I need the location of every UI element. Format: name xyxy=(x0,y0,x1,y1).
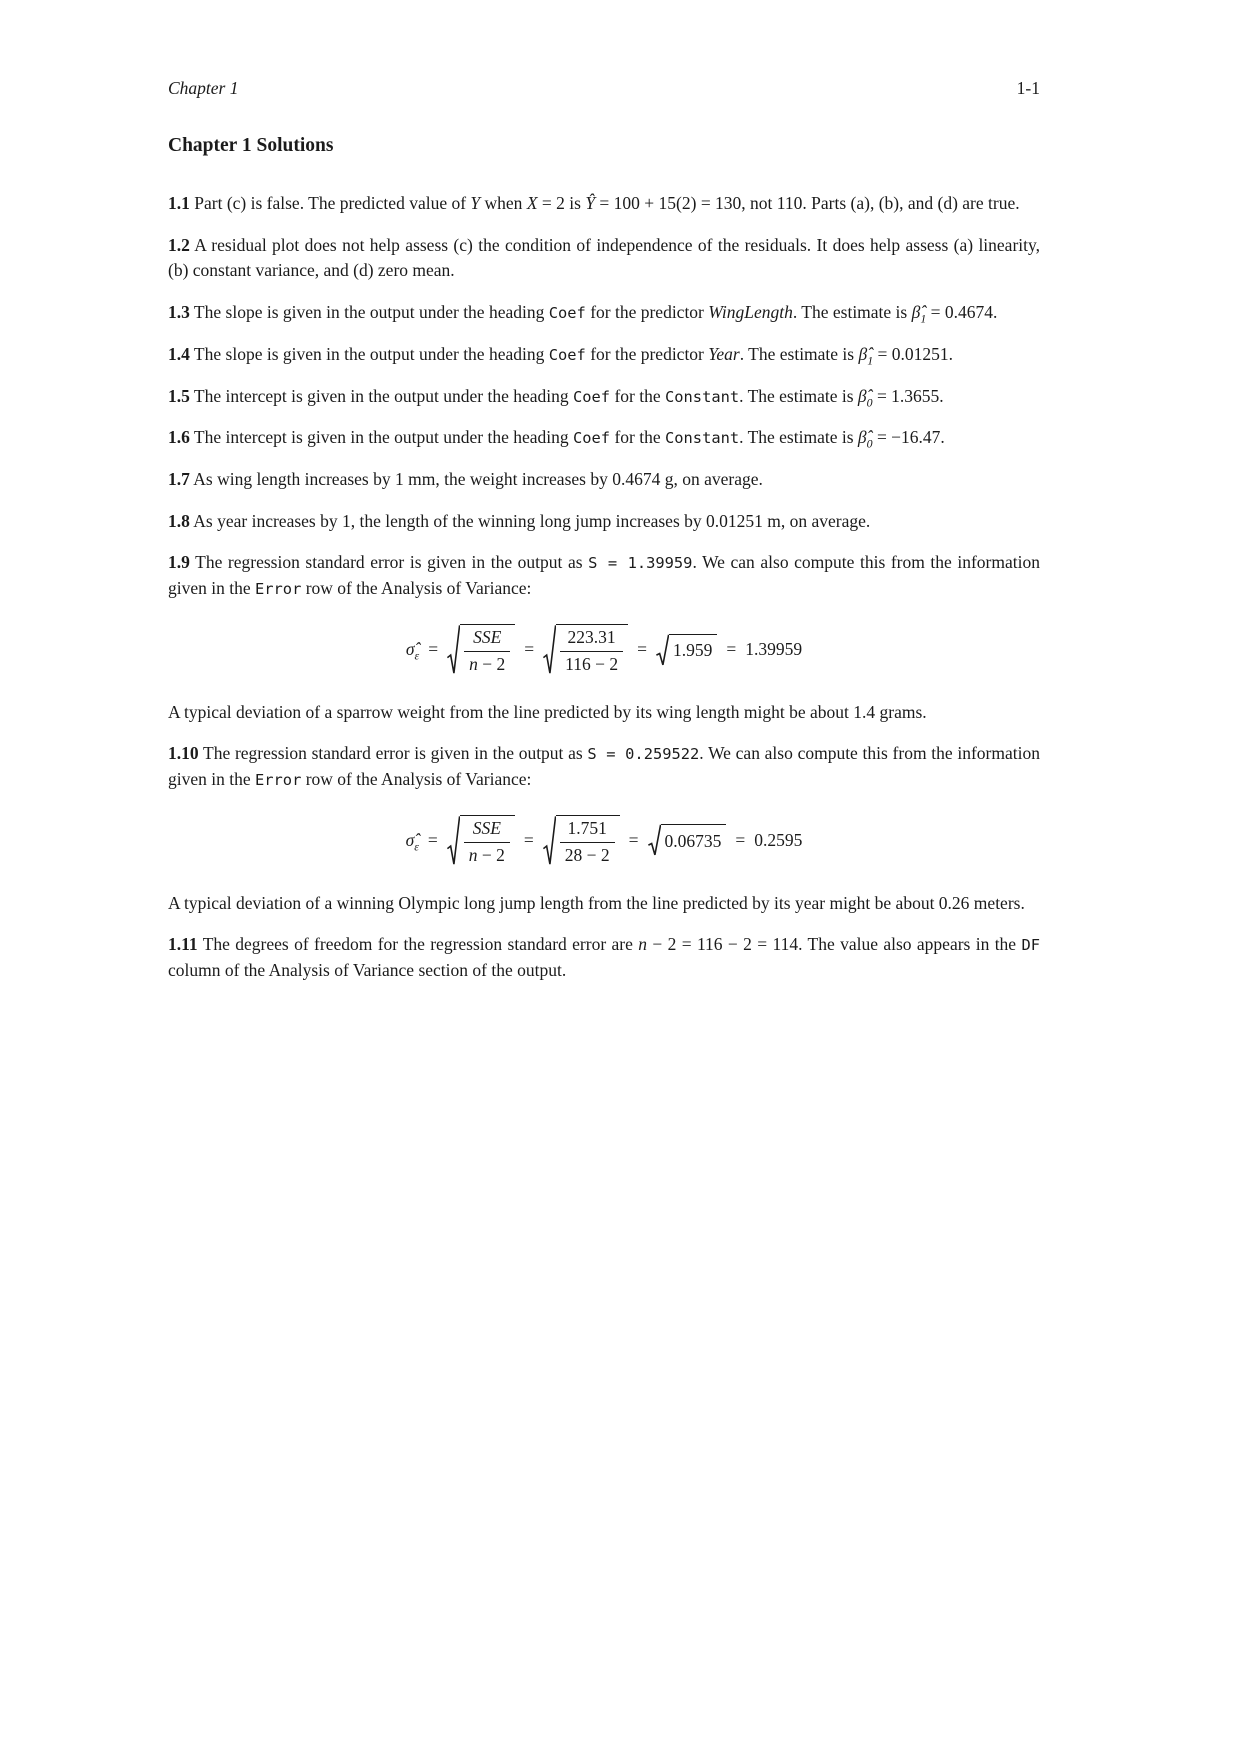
text-run: X xyxy=(526,193,538,213)
radical-icon xyxy=(543,624,556,676)
text-run: SSE xyxy=(473,626,502,647)
text-run: = −16.47. xyxy=(872,427,945,448)
text-run: Coef xyxy=(573,387,611,406)
text-run: The regression standard error is given in the output as xyxy=(189,552,589,573)
solution-1.6 xyxy=(168,425,1040,451)
text-run: The regression standard error is given in the output as xyxy=(198,743,588,764)
running-header xyxy=(168,78,1040,99)
solution-1.10 xyxy=(168,741,1040,792)
text-run: The slope is given in the output under the heading xyxy=(189,343,549,364)
square-root-body xyxy=(556,815,620,867)
text-run: 1.959 xyxy=(672,640,713,661)
text-run: − 2 xyxy=(477,653,506,674)
text-run: $\betâ_0$ xyxy=(857,427,873,451)
section-title: Chapter 1 Solutions xyxy=(168,135,334,156)
text-run: 1.1 xyxy=(168,193,190,213)
fraction-denominator xyxy=(464,651,510,676)
text-run: Constant xyxy=(665,429,740,448)
fraction-numerator xyxy=(468,818,506,842)
text-run: = 1.3655. xyxy=(872,385,944,406)
text-run: 1.11 xyxy=(168,934,198,955)
subscript: 1 xyxy=(920,311,927,326)
text-run: 1.6 xyxy=(168,427,190,448)
radical-icon xyxy=(447,815,460,867)
square-root-body xyxy=(661,824,727,857)
text-run: column of the Analysis of Variance section of the output. xyxy=(168,960,567,980)
fraction xyxy=(464,818,510,867)
text-run: 1.3 xyxy=(168,302,190,323)
solution-1.4 xyxy=(168,342,1040,368)
text-run: $\betâ_0$ xyxy=(857,385,873,410)
text-run: − 2 xyxy=(477,844,505,865)
text-run: row of the Analysis of Variance: xyxy=(301,578,532,599)
solution-1.8 xyxy=(168,509,1040,535)
fraction xyxy=(560,627,623,676)
subscript: 1 xyxy=(867,353,874,368)
text-run: $\betâ_1$ xyxy=(911,302,927,326)
square-root-body xyxy=(460,624,515,676)
text-run: A typical deviation of a sparrow weight from the line predicted by its wing length might be about 1.4 grams. xyxy=(168,701,927,722)
radical-icon xyxy=(543,815,556,867)
text-run: 1.10 xyxy=(168,743,199,764)
text-run: 1.9 xyxy=(168,552,190,573)
text-run: row of the Analysis of Variance: xyxy=(301,769,532,790)
equals-sign: = xyxy=(726,638,737,659)
equation-term xyxy=(745,639,802,661)
solution-1.11 xyxy=(168,932,1040,983)
text-run: Coef xyxy=(548,304,586,323)
square-root xyxy=(543,815,620,867)
text-run: for the predictor xyxy=(585,343,709,364)
text-run: As year increases by 1, the length of the winning long jump increases by 0.01251 m, on average. xyxy=(189,510,871,531)
text-run: WingLength xyxy=(708,302,793,323)
solution-1.3 xyxy=(168,300,1040,326)
square-root-body xyxy=(460,815,515,867)
square-root xyxy=(543,624,628,676)
solution-1.5 xyxy=(168,384,1040,410)
text-run: 1.8 xyxy=(168,510,190,531)
paragraph xyxy=(168,700,1040,726)
text-run: Coef xyxy=(548,345,586,364)
text-run: for the predictor xyxy=(585,302,709,323)
text-run: Year xyxy=(708,343,740,364)
text-run: A typical deviation of a winning Olympic long jump length from the line predicted by its year might be about 0.26 meters. xyxy=(168,892,1025,913)
text-run: 0.06735 xyxy=(664,831,722,852)
square-root xyxy=(447,815,515,867)
equals-sign: = xyxy=(628,829,639,850)
text-run: 1.5 xyxy=(168,385,190,406)
equals-sign: = xyxy=(735,829,746,850)
solution-1.9 xyxy=(168,550,1040,601)
fraction-denominator xyxy=(560,842,615,867)
equation-term xyxy=(673,640,712,662)
subscript: 0 xyxy=(866,395,873,410)
text-run: The degrees of freedom for the regression standard error are xyxy=(197,934,639,955)
text-run: . The estimate is xyxy=(792,302,912,323)
text-run: Error xyxy=(255,580,302,599)
text-run: S = 0.259522 xyxy=(587,745,700,764)
equals-sign: = xyxy=(523,829,534,850)
square-root-body xyxy=(556,624,628,676)
text-run: . We can also compute this from the information given in the xyxy=(168,552,1040,599)
text-run: 1.7 xyxy=(168,469,190,490)
text-run: 0.2595 xyxy=(754,829,803,850)
square-root xyxy=(447,624,515,676)
equals-sign: = xyxy=(428,638,439,659)
text-run: 1.2 xyxy=(168,234,190,255)
solution-1.7 xyxy=(168,467,1040,493)
text-run: 223.31 xyxy=(567,626,616,647)
fraction-denominator xyxy=(464,842,510,867)
equation-term xyxy=(754,830,802,852)
text-run: − 2 = 116 − 2 = 114. The value also appears in the xyxy=(647,934,1022,955)
text-run: S = 1.39959 xyxy=(588,554,693,573)
equation-term xyxy=(665,831,722,853)
solution-1.2 xyxy=(168,233,1040,284)
square-root xyxy=(656,634,717,667)
radical-icon xyxy=(648,824,661,857)
text-run: n xyxy=(468,844,478,865)
fraction xyxy=(464,627,510,676)
text-run: $\betâ_1$ xyxy=(858,343,874,368)
text-run: for the xyxy=(610,385,665,406)
text-run: The intercept is given in the output under the heading xyxy=(189,427,573,448)
equals-sign: = xyxy=(637,638,647,659)
text-run: . The estimate is xyxy=(739,385,858,406)
text-run: Ŷ xyxy=(585,193,596,213)
equals-sign: = xyxy=(427,829,438,850)
page-number: 1-1 xyxy=(1016,78,1040,98)
radical-icon xyxy=(447,624,460,676)
text-run: A residual plot does not help assess (c) the condition of independence of the residuals. It does help assess (a) linearity, (b) constant variance, and (d) zero mean. xyxy=(168,234,1040,281)
fraction-numerator xyxy=(563,818,612,842)
fraction-numerator xyxy=(468,627,506,651)
equation-lhs: $\sigmâ_\varepsilon$ xyxy=(405,638,420,663)
text-run: when xyxy=(480,193,527,213)
subscript: ε xyxy=(414,648,420,663)
text-run: = 0.4674. xyxy=(926,302,998,323)
text-run: = 100 + 15(2) = 130, not 110. Parts (a), (b), and (d) are true. xyxy=(595,193,1020,213)
fraction xyxy=(560,818,615,867)
text-run: . We can also compute this from the information given in the xyxy=(168,743,1040,790)
subscript: ε xyxy=(414,839,419,854)
square-root-body xyxy=(669,634,717,667)
equals-sign: = xyxy=(524,638,535,659)
text-run: The slope is given in the output under the heading xyxy=(189,302,549,323)
radical-icon xyxy=(656,634,669,667)
text-run: 1.751 xyxy=(567,817,607,838)
subscript: 0 xyxy=(866,436,873,451)
display-equation xyxy=(168,815,1040,867)
chapter-label: Chapter 1 xyxy=(168,78,239,98)
text-run: Coef xyxy=(573,429,611,448)
text-run: = 2 is xyxy=(537,193,586,213)
solution-1.1 xyxy=(168,191,1040,217)
text-run: Y xyxy=(470,193,481,213)
fraction-numerator xyxy=(563,627,621,651)
text-run: n xyxy=(638,934,647,955)
solutions-content xyxy=(168,191,1040,984)
text-run: Error xyxy=(255,771,302,790)
paragraph xyxy=(168,891,1040,917)
square-root xyxy=(648,824,727,857)
text-run: for the xyxy=(610,427,665,448)
text-run: As wing length increases by 1 mm, the weight increases by 0.4674 g, on average. xyxy=(189,469,763,490)
equation-lhs: $\sigmâ_\varepsilon$ xyxy=(405,829,419,854)
text-run: Part (c) is false. The predicted value of xyxy=(189,193,471,213)
text-run: = 0.01251. xyxy=(873,343,954,364)
text-run: . The estimate is xyxy=(739,343,859,364)
text-run: n xyxy=(469,653,478,674)
text-run: 1.4 xyxy=(168,343,190,364)
text-run: 116 − 2 xyxy=(565,653,619,674)
text-run: . The estimate is xyxy=(739,427,858,448)
text-run: 28 − 2 xyxy=(564,844,610,865)
text-run: Constant xyxy=(665,387,740,406)
text-run: The intercept is given in the output under the heading xyxy=(189,385,573,406)
fraction-denominator xyxy=(560,651,623,676)
display-equation xyxy=(168,624,1040,676)
text-run: 1.39959 xyxy=(745,638,803,659)
text-run: SSE xyxy=(472,817,501,838)
text-run: DF xyxy=(1021,936,1040,955)
